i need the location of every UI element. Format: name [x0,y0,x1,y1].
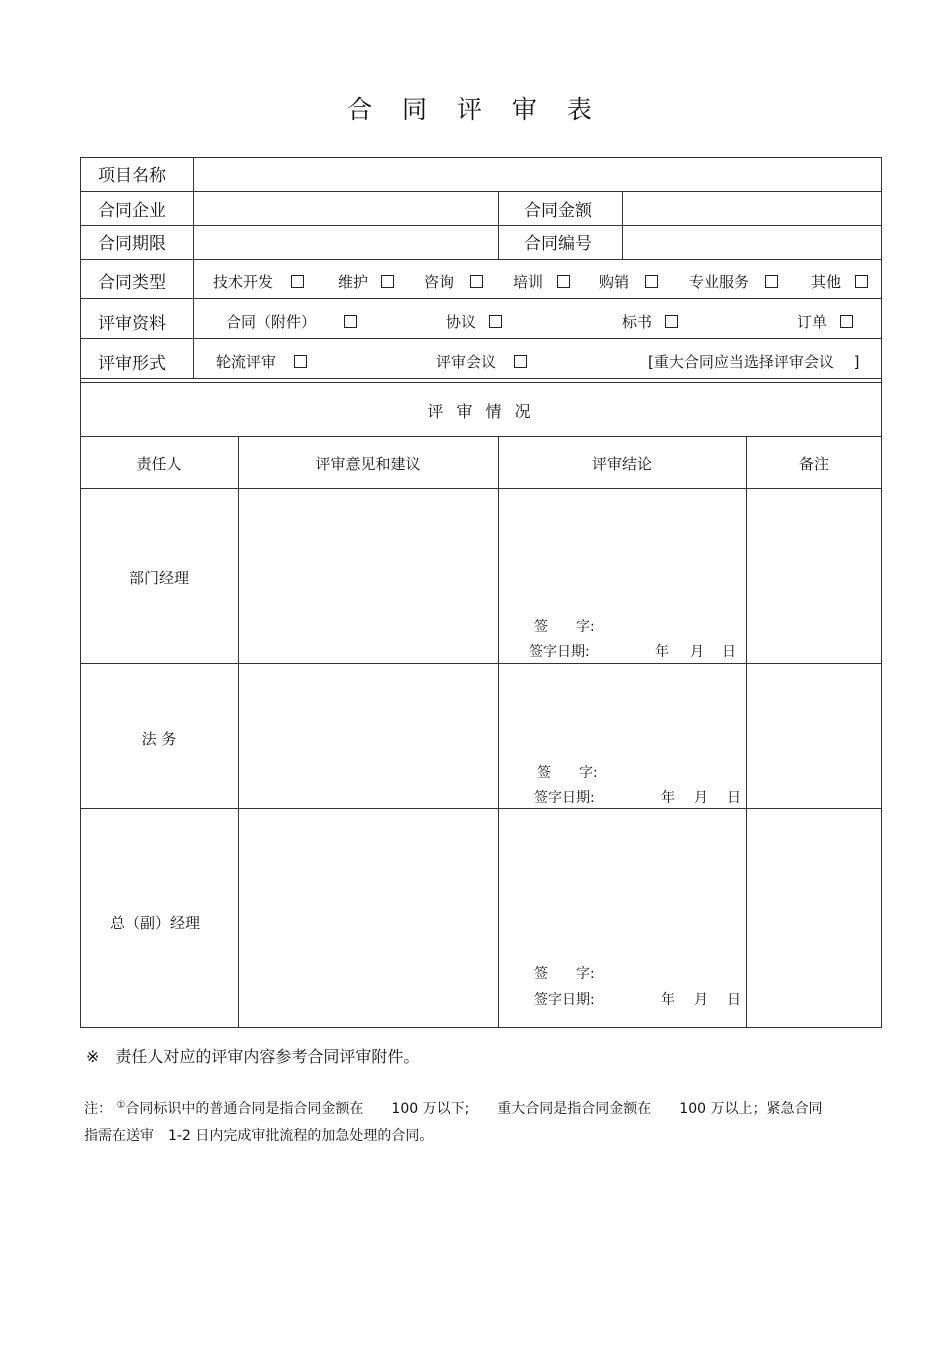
checkbox-icon[interactable] [291,275,304,288]
month-label: 月 [690,644,704,660]
checkbox-icon[interactable] [294,355,307,368]
checkbox-icon[interactable] [470,275,483,288]
option-professional-service[interactable] [689,271,778,292]
signature-label: 签 字: [534,619,595,635]
checkbox-icon[interactable] [344,315,357,328]
option-order[interactable] [797,311,853,332]
amount-field[interactable] [624,193,880,224]
signature-label: 签 字: [537,765,598,781]
contract-number-label: 合同编号 [524,234,592,254]
option-label: 购销 [599,273,630,291]
option-label: 轮流评审 [216,353,277,371]
column-header-person: 责任人 [136,455,182,473]
checkbox-icon[interactable] [489,315,502,328]
option-label: 培训 [513,273,544,291]
column-header-opinion: 评审意见和建议 [315,455,421,473]
footnote-line-2: 指需在送审 1-2 日内完成审批流程的加急处理的合同。 [84,1128,434,1144]
review-form-label: 评审形式 [98,354,166,374]
responsible-person: 法 务 [141,730,177,748]
opinion-field[interactable] [240,490,497,662]
project-name-label: 项目名称 [98,166,166,186]
company-label: 合同企业 [98,201,166,221]
review-material-label: 评审资料 [98,314,166,334]
option-label: 订单 [797,313,828,331]
checkbox-icon[interactable] [645,275,658,288]
review-form-hint: [重大合同应当选择评审会议 ] [648,353,860,371]
contract-type-label: 合同类型 [98,273,166,293]
checkbox-icon[interactable] [665,315,678,328]
option-label: 咨询 [424,273,455,291]
option-review-meeting[interactable] [436,351,527,372]
footnote-text-1: 合同标识中的普通合同是指合同金额在 100 万以下; 重大合同是指合同金额在 100 万以上；紧急合同 [125,1101,823,1117]
remarks-field[interactable] [748,490,880,662]
amount-label: 合同金额 [524,201,592,221]
option-agreement[interactable] [446,311,502,332]
period-label: 合同期限 [98,234,166,254]
option-label: 合同（附件） [226,313,317,331]
option-rotation-review[interactable] [216,351,307,372]
option-label: 维护 [338,273,369,291]
sign-date-label: 签字日期: [534,790,595,806]
footnote-marker: ① [116,1100,126,1111]
column-header-conclusion: 评审结论 [591,455,652,473]
sign-date-label: 签字日期: [529,644,590,660]
review-section-title: 评 审 情 况 [427,402,535,421]
year-label: 年 [655,644,669,660]
responsible-person: 部门经理 [128,569,189,587]
day-label: 日 [727,992,741,1008]
signature-label: 签 字: [534,966,595,982]
period-field[interactable] [195,227,497,258]
option-label: 专业服务 [689,273,750,291]
opinion-field[interactable] [240,810,497,1026]
option-label: 评审会议 [436,353,497,371]
footnote-prefix: 注： [84,1101,112,1117]
option-consulting[interactable] [424,271,483,292]
year-label: 年 [661,992,675,1008]
remarks-field[interactable] [748,810,880,1026]
option-label: 标书 [622,313,653,331]
column-header-remarks: 备注 [798,455,829,473]
checkbox-icon[interactable] [855,275,868,288]
checkbox-icon[interactable] [381,275,394,288]
option-label: 协议 [446,313,477,331]
option-label: 技术开发 [213,273,274,291]
month-label: 月 [694,790,708,806]
checkbox-icon[interactable] [557,275,570,288]
day-label: 日 [727,790,741,806]
year-label: 年 [661,790,675,806]
option-other[interactable] [811,271,868,292]
company-field[interactable] [195,193,497,224]
opinion-field[interactable] [240,665,497,807]
sign-date-label: 签字日期: [534,992,595,1008]
day-label: 日 [722,644,736,660]
remarks-field[interactable] [748,665,880,807]
option-contract-attachment[interactable] [226,311,357,332]
checkbox-icon[interactable] [840,315,853,328]
option-purchase-sale[interactable] [599,271,658,292]
option-maintenance[interactable] [338,271,394,292]
checkbox-icon[interactable] [514,355,527,368]
project-name-field[interactable] [195,159,880,190]
option-label: 其他 [811,273,842,291]
footnote-line-1 [84,1098,822,1118]
contract-number-field[interactable] [624,227,880,258]
reference-note: ※ 责任人对应的评审内容参考合同评审附件。 [86,1047,420,1066]
responsible-person: 总（副）经理 [109,914,200,932]
option-tech-dev[interactable] [213,271,304,292]
month-label: 月 [694,992,708,1008]
option-tender[interactable] [622,311,678,332]
option-training[interactable] [513,271,570,292]
page-title: 合 同 评 审 表 [347,95,603,124]
checkbox-icon[interactable] [765,275,778,288]
